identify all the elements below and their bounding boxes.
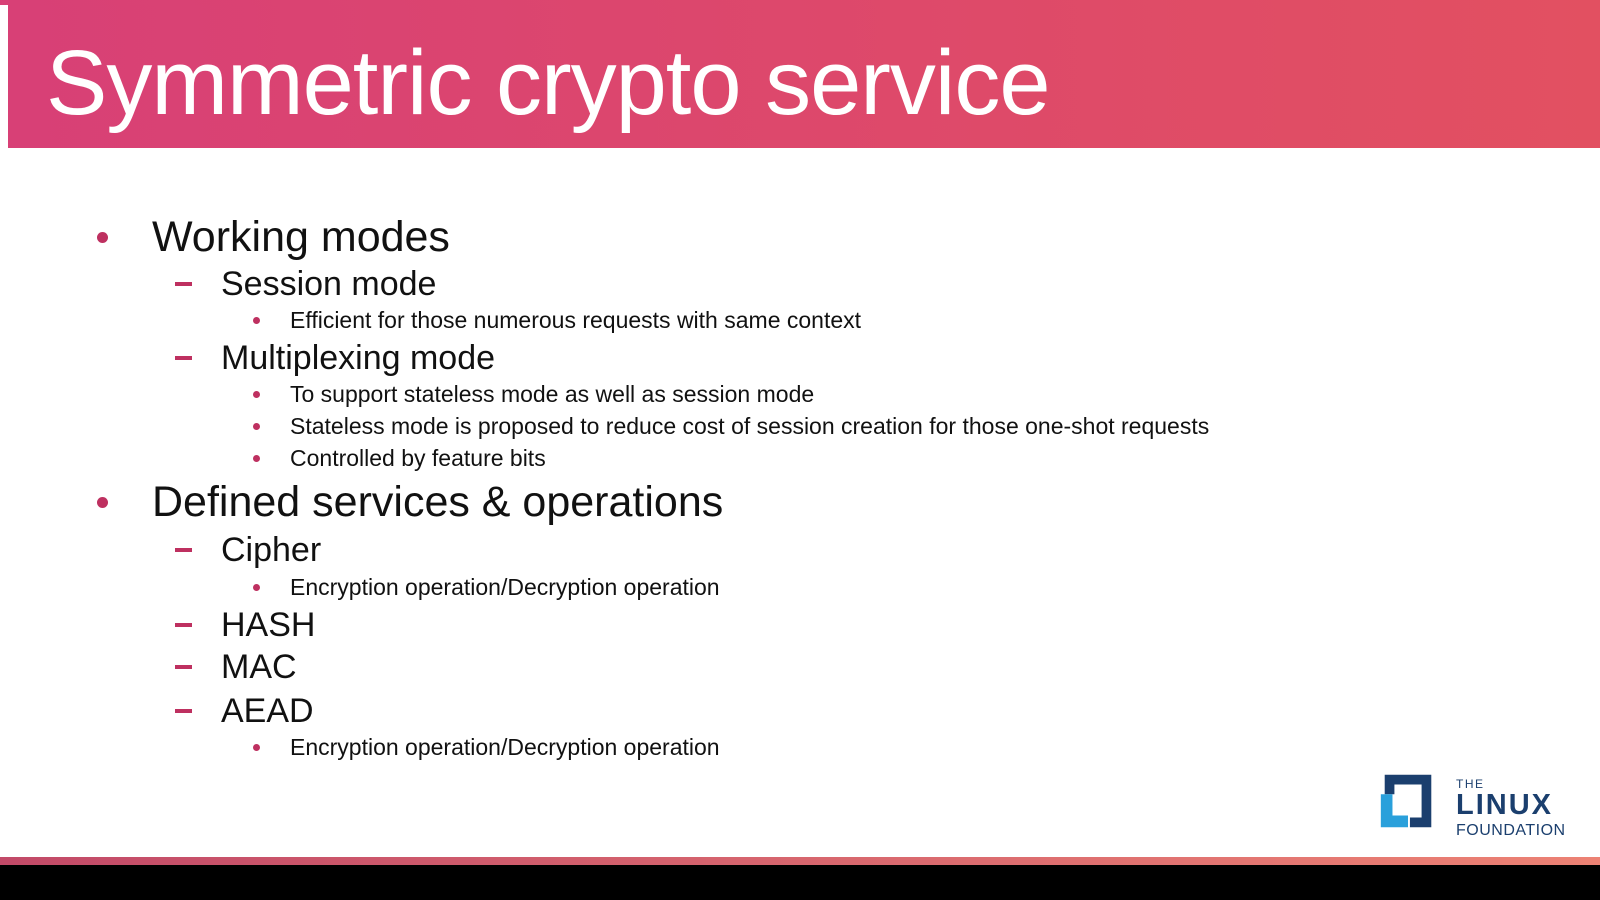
bullet-item xyxy=(175,691,314,731)
bullet-dot-icon xyxy=(253,391,260,398)
bullet-item xyxy=(253,379,814,409)
logo-text-linux: LINUX xyxy=(1456,789,1553,822)
linux-foundation-wordmark xyxy=(1456,766,1566,839)
bullet-item-label: Efficient for those numerous requests with same context xyxy=(290,306,862,333)
linux-foundation-logo xyxy=(1375,766,1566,839)
bullet-item xyxy=(253,305,861,335)
footer-black-bar xyxy=(0,865,1600,900)
header-band xyxy=(8,5,1600,148)
bullet-item xyxy=(97,212,450,262)
bullet-item-label: Controlled by feature bits xyxy=(290,444,546,471)
bullet-item-label: Encryption operation/Decryption operation xyxy=(290,573,720,600)
page-title: Symmetric crypto service xyxy=(46,32,1050,134)
bullet-item xyxy=(175,338,495,378)
bullet-item-label: Encryption operation/Decryption operation xyxy=(290,733,720,760)
bullet-item xyxy=(253,732,720,762)
bullet-dot-icon xyxy=(253,744,260,751)
dash-icon xyxy=(175,623,192,627)
bullet-item xyxy=(97,477,723,527)
bullet-item xyxy=(253,572,720,602)
bullet-item-label: HASH xyxy=(221,605,316,644)
bullet-item xyxy=(175,264,436,304)
logo-text-foundation: FOUNDATION xyxy=(1456,821,1566,839)
dash-icon xyxy=(175,665,192,669)
bullet-dot-icon xyxy=(253,317,260,324)
bullet-item-label: Cipher xyxy=(221,530,322,569)
bullet-dot-icon xyxy=(97,232,108,243)
bullet-item-label: Session mode xyxy=(221,264,437,303)
bullet-item-label: To support stateless mode as well as session mode xyxy=(290,380,815,407)
bullet-dot-icon xyxy=(253,423,260,430)
logo-text-the: THE xyxy=(1456,777,1485,791)
bullet-item-label: AEAD xyxy=(221,691,314,730)
bullet-item xyxy=(253,443,546,473)
bullet-item-label: MAC xyxy=(221,647,297,686)
bullet-item-label: Stateless mode is proposed to reduce cost of session creation for those one-shot requests xyxy=(290,412,1210,439)
dash-icon xyxy=(175,709,192,713)
footer-accent-bar xyxy=(0,857,1600,865)
dash-icon xyxy=(175,548,192,552)
bullet-item xyxy=(175,647,297,687)
bullet-item xyxy=(253,411,1209,441)
dash-icon xyxy=(175,282,192,286)
bullet-item xyxy=(175,530,321,570)
bullet-item xyxy=(175,605,315,645)
bullet-dot-icon xyxy=(97,497,108,508)
dash-icon xyxy=(175,356,192,360)
bullet-dot-icon xyxy=(253,455,260,462)
bullet-item-label: Defined services & operations xyxy=(152,477,724,526)
bullet-item-label: Working modes xyxy=(152,212,450,261)
linux-foundation-mark-icon xyxy=(1375,766,1441,836)
bullet-item-label: Multiplexing mode xyxy=(221,338,496,377)
bullet-dot-icon xyxy=(253,584,260,591)
